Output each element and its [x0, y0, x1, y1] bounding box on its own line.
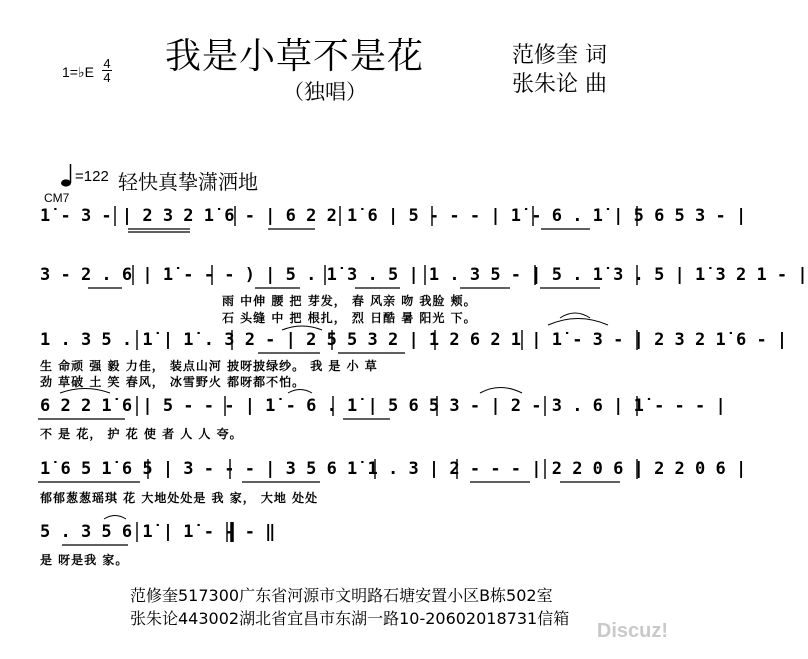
lyric-row-2-verse-2: 石 头缝 中 把 根扎， 烈 日酷 暑 阳光 下。 — [222, 311, 477, 325]
quarter-note-icon — [61, 164, 71, 187]
score-row-2: 3 - 2 . 6 | 1̇ - - - ) | 5 . 1̇ 3 . 5 | 1 . 3 5 - | 5 . 1̇ 3 . 5 | 1̇ 3 2 1 - | — [40, 265, 808, 285]
time-signature-bottom: 4 — [103, 70, 111, 85]
lyric-row-4: 不 是 花， 护 花 使 者 人 人 夸。 — [40, 427, 243, 441]
score-row-4: 6 2 2 1̇ 6 | 5 - - - | 1̇ - 6 . 1̇ | 5 6 5 3 - | 2 - 3 . 6 | 1̇ - - - | — [40, 396, 726, 416]
chord-symbol: CM7 — [44, 191, 70, 205]
score-row-5: 1̇ 6 5 1̇ 6 5 | 3 - - - | 3 5 6 1̇ 1 . 3 | 2 - - - | 2 2 0 6 | 2 2 0 6 | — [40, 459, 747, 479]
time-signature-top: 4 — [103, 56, 111, 71]
lyric-row-6: 是 呀是我 家。 — [40, 553, 129, 567]
lyric-row-3-verse-2: 劲 草破 土 笑 春风， 冰雪野火 都呀都不怕。 — [40, 375, 306, 389]
address-line-1: 范修奎517300广东省河源市文明路石塘安置小区B栋502室 — [130, 586, 553, 605]
forum-watermark: Discuz! — [596, 620, 668, 642]
lyric-row-2-verse-1: 雨 中伸 腰 把 芽发， 春 风亲 吻 我脸 颊。 — [222, 294, 477, 308]
song-title: 我是小草不是花 — [165, 36, 425, 77]
key-signature: 1=♭E — [62, 64, 94, 80]
lyric-row-5: 郁郁葱葱瑶琪 花 大地处处是 我 家， 大地 处处 — [40, 491, 319, 505]
lyricist-credit: 范修奎 词 — [512, 43, 607, 68]
score-row-1: 1̇ - 3 - | 2 3 2 1̇ 6 - | 6 2 2 1̇ 6 | 5 - - - | 1̇ - 6 . 1̇ | 5 6 5 3 - | — [40, 206, 747, 226]
composer-credit: 张朱论 曲 — [512, 72, 607, 97]
score-row-6: 5 . 3 5 6 1̇ | 1̇ - - - ‖ — [40, 522, 276, 542]
score-row-3: 1 . 3 5 . 1̇ | 1̇ . 3 2 - | 2 5 5 3 2 | 1 2 6 2 1 | 1̇ - 3 - | 2 3 2 1̇ 6 - | — [40, 330, 788, 350]
lyric-row-3-verse-1: 生 命顽 强 毅 力佳， 装点山河 披呀披绿纱。 我 是 小 草 — [40, 359, 378, 373]
tempo-value: =122 — [75, 168, 109, 185]
song-subtitle: （独唱） — [283, 80, 367, 104]
address-line-2: 张朱论443002湖北省宜昌市东湖一路10-20602018731信箱 — [130, 609, 570, 628]
tempo-marking: 轻快真挚潇洒地 — [118, 170, 258, 194]
